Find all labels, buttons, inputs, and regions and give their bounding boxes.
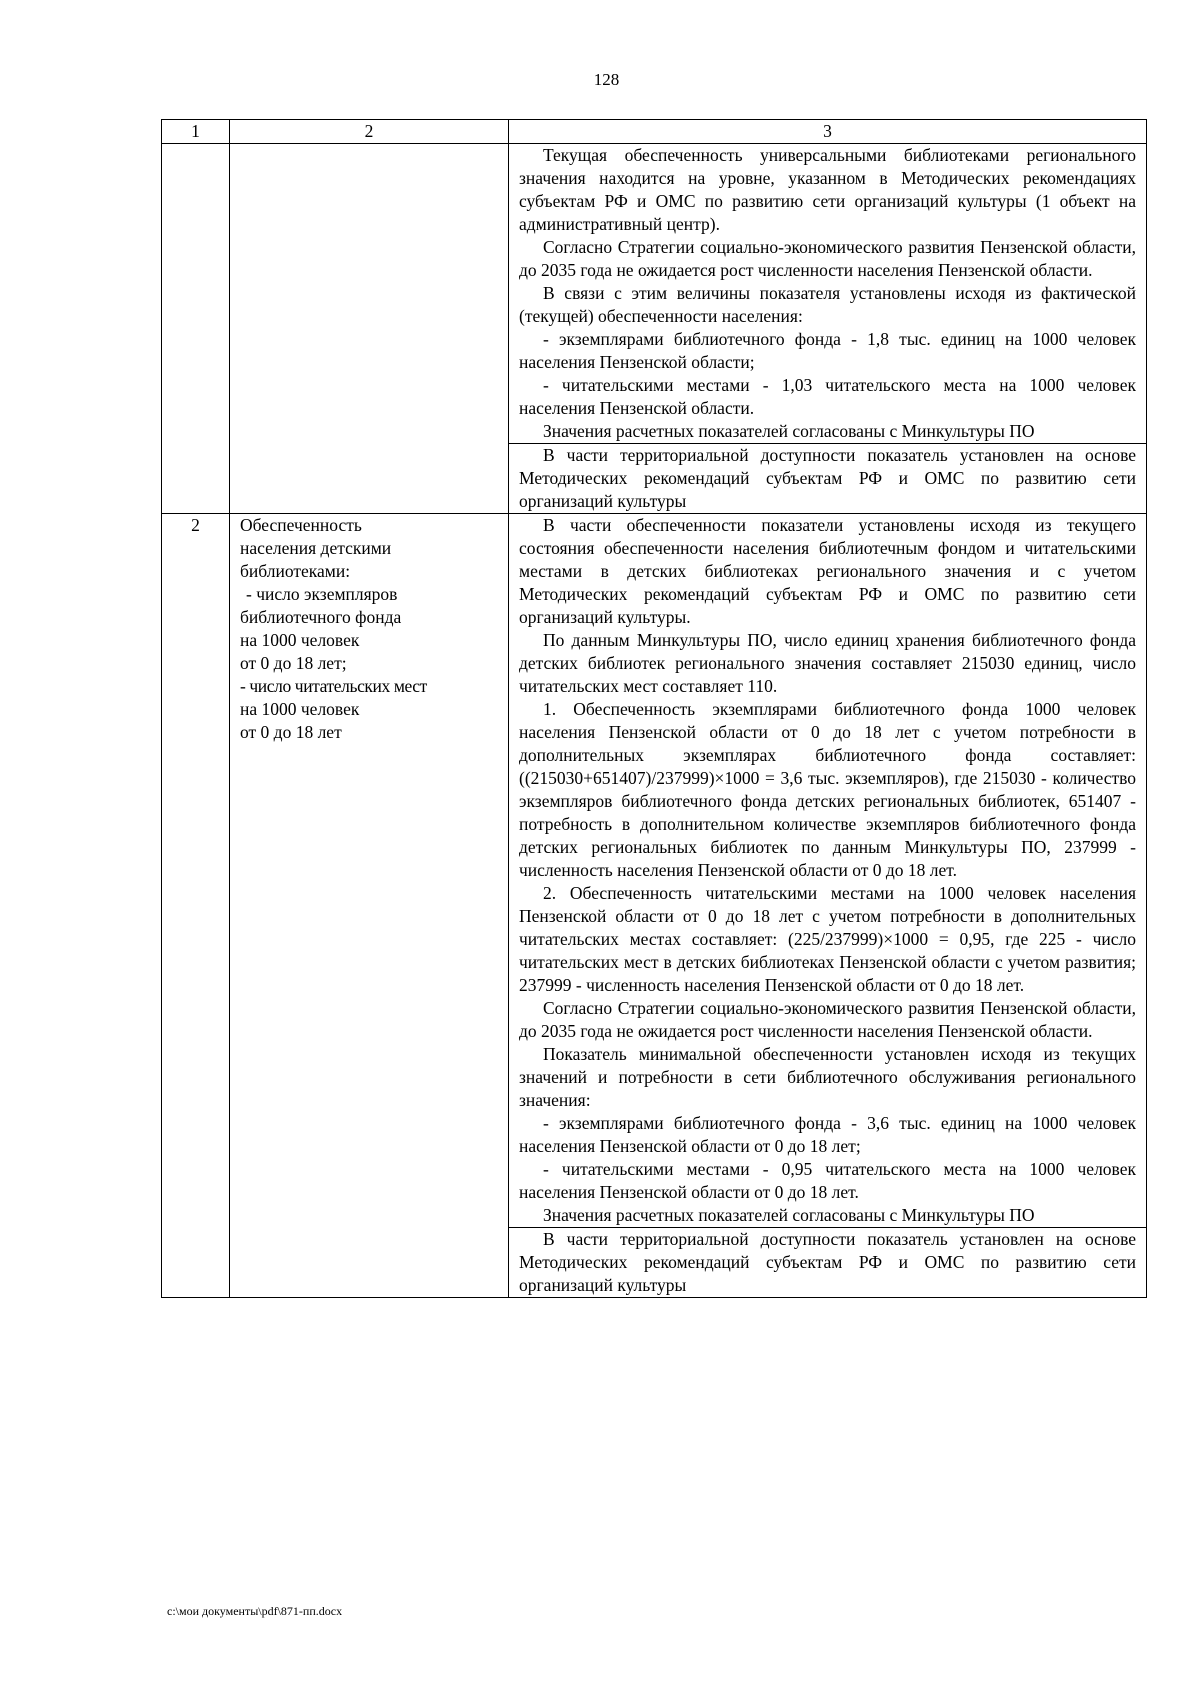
paragraph: Показатель минимальной обеспеченности установлен исходя из текущих значений и потребности в сети библиотечного обслуживания регионального значения: (519, 1044, 1136, 1110)
indicator-name-line: от 0 до 18 лет (240, 722, 342, 742)
paragraph: Согласно Стратегии социально-экономического развития Пензенской области, до 2035 года не ожидается рост численности населения Пензенской области. (519, 237, 1136, 280)
row1-number-cell (162, 144, 230, 514)
indicators-table (161, 119, 1147, 1298)
paragraph: - экземплярами библиотечного фонда - 3,6 тыс. единиц на 1000 человек населения Пензенской области от 0 до 18 лет; (519, 1113, 1136, 1156)
paragraph: 2. Обеспеченность читательскими местами на 1000 человек населения Пензенской области от 0 до 18 лет с учетом потребности в дополнительных читательских местах составляет: (225/237999)×1000 = 0,95, где 225 - число читательских мест в детских библиотеках Пензенской области с учетом развития; 237999 - численность населения Пензенской области от 0 до 18 лет. (519, 883, 1136, 995)
paragraph: - читательскими местами - 1,03 читательского места на 1000 человек населения Пензенской области. (519, 375, 1136, 418)
paragraph: Текущая обеспеченность универсальными библиотеками регионального значения находится на уровне, указанном в Методических рекомендациях субъектам РФ и ОМС по развитию сети организаций культуры (1 объект на административный центр). (519, 145, 1136, 234)
indicator-name-line: населения детскими (240, 538, 392, 558)
paragraph: В части обеспеченности показатели установлены исходя из текущего состояния обеспеченности населения библиотечным фондом и читательскими местами в детских библиотеках регионального значения и с учетом Методических рекомендаций субъектам РФ и ОМС по развитию сети организаций культуры. (519, 515, 1136, 627)
file-path-footer: c:\мои документы\pdf\871-пп.docx (167, 1604, 343, 1618)
row1-description-cell (509, 144, 1147, 444)
table-row (162, 514, 1147, 1228)
paragraph: В части территориальной доступности показатель установлен на основе Методических рекомендаций субъектам РФ и ОМС по развитию сети организаций культуры (519, 445, 1136, 511)
row2-description-cell (509, 514, 1147, 1228)
indicator-name-line: библиотеками: (240, 561, 351, 581)
row1-access-cell (509, 444, 1147, 514)
indicator-name-line: - число читательских мест (240, 676, 427, 696)
indicator-name-line: - число экземпляров (246, 584, 398, 604)
paragraph: Значения расчетных показателей согласованы с Минкультуры ПО (543, 1205, 1035, 1225)
indicator-name-line: на 1000 человек (240, 699, 360, 719)
table-header-row (162, 120, 1147, 144)
paragraph: Согласно Стратегии социально-экономического развития Пензенской области, до 2035 года не ожидается рост численности населения Пензенской области. (519, 998, 1136, 1041)
page-number: 128 (593, 70, 620, 89)
column-header-3: 3 (509, 120, 1147, 144)
row1-name-cell (230, 144, 509, 514)
indicator-name-line: библиотечного фонда (240, 607, 402, 627)
paragraph: - читательскими местами - 0,95 читательского места на 1000 человек населения Пензенской области от 0 до 18 лет. (519, 1159, 1136, 1202)
paragraph: По данным Минкультуры ПО, число единиц хранения библиотечного фонда детских библиотек регионального значения составляет 215030 единиц, число читательских мест составляет 110. (519, 630, 1136, 696)
column-header-1: 1 (162, 120, 230, 144)
paragraph: Значения расчетных показателей согласованы с Минкультуры ПО (543, 421, 1035, 441)
indicator-name-line: на 1000 человек (240, 630, 360, 650)
column-header-2: 2 (230, 120, 509, 144)
row2-number-cell: 2 (162, 514, 230, 1298)
paragraph: 1. Обеспеченность экземплярами библиотечного фонда 1000 человек населения Пензенской области от 0 до 18 лет с учетом потребности в дополнительных экземплярах библиотечного фонда составляет: ((215030+651407)/237999)×1000 = 3,6 тыс. экземпляров), где 215030 - количество экземпляров библиотечного фонда детских региональных библиотек, 651407 - потребность в дополнительном количестве экземпляров библиотечного фонда детских региональных библиотек по данным Минкультуры ПО, 237999 - численность населения Пензенской области от 0 до 18 лет. (519, 699, 1136, 880)
table-row (162, 144, 1147, 444)
row2-name-cell (230, 514, 509, 1298)
indicator-name-line: Обеспеченность (240, 515, 362, 535)
indicator-name-line: от 0 до 18 лет; (240, 653, 347, 673)
paragraph: В части территориальной доступности показатель установлен на основе Методических рекомендаций субъектам РФ и ОМС по развитию сети организаций культуры (519, 1229, 1136, 1295)
row2-access-cell (509, 1228, 1147, 1298)
paragraph: - экземплярами библиотечного фонда - 1,8 тыс. единиц на 1000 человек населения Пензенской области; (519, 329, 1136, 372)
paragraph: В связи с этим величины показателя установлены исходя из фактической (текущей) обеспеченности населения: (519, 283, 1136, 326)
